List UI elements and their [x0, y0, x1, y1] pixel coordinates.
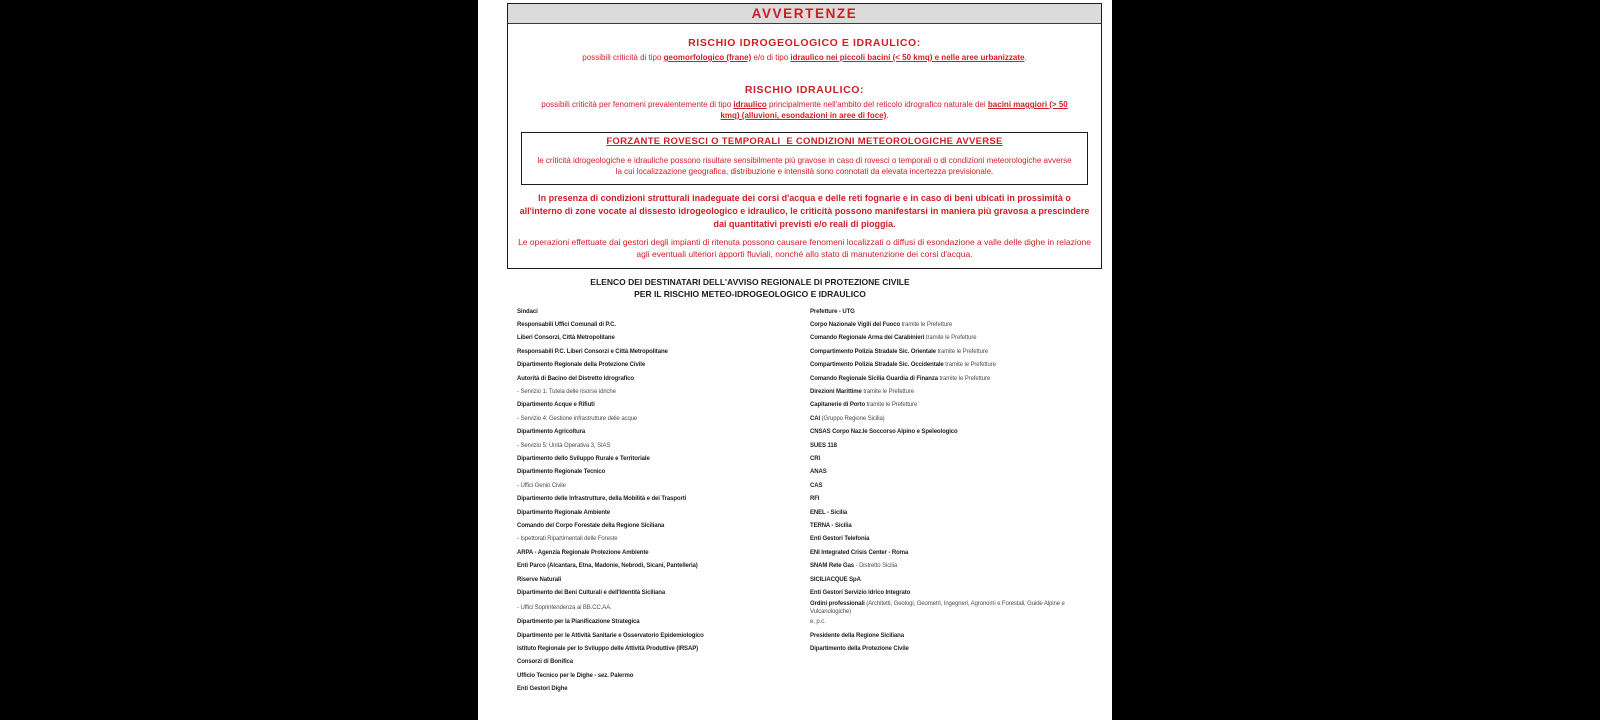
recipient-cell-right	[810, 372, 1102, 385]
recipient-row-3	[517, 332, 1102, 345]
hydraulic-risk-heading: RISCHIO IDRAULICO:	[744, 84, 865, 96]
recipient-cell-right	[810, 629, 1102, 642]
recipient-name: RFI	[810, 496, 820, 503]
recipient-note: - Servizio 5: Unità Operativa 3, SIAS	[517, 442, 611, 449]
recipient-name: Dipartimento Regionale Ambiente	[517, 509, 611, 516]
recipient-cell-left	[517, 616, 810, 629]
recipient-note: (Gruppo Regione Sicilia)	[820, 415, 885, 422]
recipient-row-27	[517, 656, 1102, 669]
recipient-name: Enti Gestori Telefonia	[810, 536, 870, 543]
recipient-name: Istituto Regionale per lo Sviluppo delle Attività Produttive (IRSAP)	[517, 646, 698, 653]
recipient-name: Responsabili Uffici Comunali di P.C.	[517, 322, 616, 329]
recipient-cell-left	[517, 426, 810, 439]
recipient-name: ARPA - Agenzia Regionale Protezione Ambiente	[517, 549, 649, 556]
recipient-name: SUES 118	[810, 442, 837, 449]
recipient-cell-left	[517, 492, 810, 505]
recipient-name: Autorità di Bacino del Distretto Idrografico	[517, 375, 634, 382]
recipient-row-11	[517, 439, 1102, 452]
recipient-cell-right	[810, 669, 1102, 682]
recipient-row-1	[517, 305, 1102, 318]
recipient-cell-left	[517, 573, 810, 586]
recipients-table-body	[517, 305, 1102, 696]
recipient-note: - Ispettorati Ripartimentali delle Foreste	[517, 536, 618, 543]
recipient-note: tramite le Prefetture	[861, 389, 914, 396]
recipient-row-13	[517, 466, 1102, 479]
recipient-name: TERNA - Sicilia	[810, 522, 852, 529]
recipient-name: Capitanerie di Porto	[810, 402, 866, 409]
recipient-cell-right	[810, 426, 1102, 439]
recipient-cell-right	[810, 586, 1102, 599]
recipient-note: - Uffici Genio Civile	[517, 482, 566, 489]
recipient-note: - Uffici Soprintendenza ai BB.CC.AA.	[517, 604, 612, 611]
recipient-row-20	[517, 559, 1102, 572]
recipient-name: Prefetture - UTG	[810, 308, 855, 315]
recipient-name: Dipartimento per le Attività Sanitarie e Osservatorio Epidemiologico	[517, 632, 704, 639]
recipient-cell-left	[517, 669, 810, 682]
recipient-cell-right	[810, 642, 1102, 655]
recipient-name: CRI	[810, 455, 821, 462]
recipient-note: (Architetti, Geologi, Geometri, Ingegneri, Agronomi e Forestali, Guide Alpine e Vulcanologiche)	[810, 600, 1065, 615]
recipient-cell-right	[810, 546, 1102, 559]
recipient-row-9	[517, 412, 1102, 425]
recipient-cell-left	[517, 372, 810, 385]
recipient-name: Dipartimento Regionale della Protezione Civile	[517, 362, 646, 369]
recipient-name: Dipartimento Regionale Tecnico	[517, 469, 606, 476]
recipient-cell-left	[517, 439, 810, 452]
recipients-heading-line2: PER IL RISCHIO METEO-IDROGEOLOGICO E IDRAULICO	[634, 288, 866, 299]
recipient-name: Responsabili P.C. Liberi Consorzi e Città Metropolitane	[517, 348, 668, 355]
recipient-note: tramite le Prefetture	[900, 322, 953, 329]
recipient-row-12	[517, 452, 1102, 465]
hydraulic-text-mid: principalmente nell'ambito del reticolo idrografico naturale dei	[766, 100, 988, 109]
recipient-name: Dipartimento delle Infrastrutture, della Mobilità e dei Trasporti	[517, 496, 687, 503]
recipient-row-29	[517, 683, 1102, 696]
recipient-cell-left	[517, 586, 810, 599]
recipient-row-22	[517, 586, 1102, 599]
recipient-name: Sindaci	[517, 308, 538, 315]
warnings-title-bar	[508, 4, 1101, 24]
recipient-row-15	[517, 492, 1102, 505]
recipient-cell-left	[517, 559, 810, 572]
recipient-cell-right	[810, 616, 1102, 629]
hydraulic-risk-paragraph	[532, 99, 1077, 121]
recipient-cell-right	[810, 492, 1102, 505]
recipient-cell-right	[810, 359, 1102, 372]
recipient-row-28	[517, 669, 1102, 682]
recipient-cell-left	[517, 399, 810, 412]
recipient-name: Comando del Corpo Forestale della Regione Siciliana	[517, 522, 665, 529]
recipient-note: e, p.c.	[810, 619, 826, 626]
recipient-row-10	[517, 426, 1102, 439]
dam-operations-paragraph: Le operazioni effettuate dai gestori degli impianti di ritenuta possono causare fenomeni localizzati o diffusi di esondazione a valle delle dighe in relazione agli eventuali ulteriori apporti fluviali, nonché allo stato di manutenzione dei corsi d'acqua.	[518, 237, 1091, 259]
recipient-name: Enti Parco (Alcantara, Etna, Madonie, Nebrodi, Sicani, Pantelleria)	[517, 563, 698, 570]
recipient-name: Compartimento Polizia Stradale Sic. Occidentale	[810, 362, 944, 369]
recipients-heading	[517, 277, 983, 300]
recipient-cell-right	[810, 412, 1102, 425]
forcing-conditions-body: le criticità idrogeologiche e idrauliche possono risultare sensibilmente più gravose in caso di rovesci o temporali o di condizioni meteorologiche avverse la cui localizzazione geografica, distribuzione e intensità sono connotati da elevata incertezza previsionale.	[537, 156, 1072, 176]
hydrogeo-risk-heading: RISCHIO IDROGEOLOGICO E IDRAULICO:	[688, 37, 921, 49]
recipient-row-6	[517, 372, 1102, 385]
recipient-name: CNSAS Corpo Naz.le Soccorso Alpino e Speleologico	[810, 429, 958, 436]
recipient-note: tramite le Prefetture	[937, 375, 991, 382]
recipient-row-19	[517, 546, 1102, 559]
recipient-name: SNAM Rete Gas	[810, 563, 855, 570]
recipient-name: Liberi Consorzi, Città Metropolitane	[517, 335, 615, 342]
recipient-name: Presidente della Regione Siciliana	[810, 632, 904, 639]
recipient-cell-left	[517, 452, 810, 465]
recipient-cell-right	[810, 452, 1102, 465]
recipient-name: Ordini professionali	[810, 600, 865, 607]
recipient-cell-right	[810, 559, 1102, 572]
recipient-cell-left	[517, 629, 810, 642]
forcing-conditions-title: FORZANTE ROVESCI O TEMPORALI E CONDIZIONI METEOROLOGICHE AVVERSE	[606, 136, 1003, 147]
recipient-name: ANAS	[810, 469, 827, 476]
recipient-cell-left	[517, 318, 810, 331]
recipient-cell-left	[517, 683, 810, 696]
recipient-name: Direzioni Marittime	[810, 389, 862, 396]
recipient-cell-right	[810, 683, 1102, 696]
hydrogeo-underline-2: idraulico nei piccoli bacini (< 50 kmq) e nelle aree urbanizzate	[790, 53, 1025, 62]
recipient-name: Corpo Nazionale Vigili del Fuoco	[810, 322, 901, 329]
recipient-name: Compartimento Polizia Stradale Sic. Orientale	[810, 348, 936, 355]
recipient-cell-right	[810, 439, 1102, 452]
recipient-cell-left	[517, 479, 810, 492]
recipient-name: Ufficio Tecnico per le Dighe - sez. Palermo	[517, 672, 634, 679]
recipient-name: Dipartimento dello Sviluppo Rurale e Territoriale	[517, 455, 650, 462]
warnings-box	[507, 3, 1102, 269]
recipient-row-4	[517, 345, 1102, 358]
recipient-cell-right	[810, 656, 1102, 669]
recipient-name: Dipartimento Acque e Rifiuti	[517, 402, 595, 409]
recipient-cell-left	[517, 600, 810, 616]
recipient-cell-right	[810, 385, 1102, 398]
recipient-row-25	[517, 629, 1102, 642]
recipient-row-21	[517, 573, 1102, 586]
recipient-name: Dipartimento per la Pianificazione Strategica	[517, 619, 640, 626]
warnings-title: AVVERTENZE	[751, 6, 858, 21]
recipient-row-8	[517, 399, 1102, 412]
recipient-name: Enti Gestori Dighe	[517, 686, 568, 693]
recipient-cell-left	[517, 305, 810, 318]
recipient-cell-right	[810, 506, 1102, 519]
recipient-cell-right	[810, 573, 1102, 586]
recipient-note: - Servizio 4: Gestione infrastrutture delle acque	[517, 415, 638, 422]
recipient-cell-left	[517, 642, 810, 655]
recipient-name: ENEL - Sicilia	[810, 509, 848, 516]
hydrogeo-underline-1: geomorfologico (frane)	[663, 53, 752, 62]
recipient-row-24	[517, 616, 1102, 629]
recipient-cell-right	[810, 466, 1102, 479]
recipient-row-7	[517, 385, 1102, 398]
hydraulic-text-pre: possibili criticità per fenomeni prevalentemente di tipo	[541, 100, 734, 109]
hydrogeo-text-mid: e/o di tipo	[751, 53, 791, 62]
recipient-cell-left	[517, 506, 810, 519]
recipient-name: Enti Gestori Servizio Idrico Integrato	[810, 589, 911, 596]
recipient-cell-left	[517, 466, 810, 479]
recipient-note: - Servizio 1: Tutela delle risorse idriche	[517, 389, 616, 396]
recipient-row-14	[517, 479, 1102, 492]
recipient-cell-right	[810, 600, 1102, 616]
recipient-cell-left	[517, 519, 810, 532]
document-page	[478, 0, 1112, 720]
recipient-name: CAS	[810, 482, 823, 489]
recipient-cell-left	[517, 332, 810, 345]
recipient-cell-left	[517, 546, 810, 559]
hydraulic-underline-1: idraulico	[733, 100, 767, 109]
recipient-row-2	[517, 318, 1102, 331]
recipient-cell-right	[810, 305, 1102, 318]
recipient-note: tramite le Prefetture	[924, 335, 977, 342]
recipient-name: Dipartimento Agricoltura	[517, 429, 586, 436]
recipient-cell-left	[517, 359, 810, 372]
recipient-cell-left	[517, 385, 810, 398]
recipient-cell-left	[517, 412, 810, 425]
recipient-cell-right	[810, 519, 1102, 532]
recipient-note: - Distretto Sicilia	[854, 563, 898, 570]
recipients-table	[517, 305, 1102, 696]
recipient-name: Consorzi di Bonifica	[517, 659, 574, 666]
hydrogeo-risk-paragraph	[532, 52, 1077, 63]
recipient-cell-right	[810, 533, 1102, 546]
hydrogeo-text-post: .	[1024, 53, 1027, 62]
recipient-name: ENI Integrated Crisis Center - Roma	[810, 549, 909, 556]
recipient-note: tramite le Prefetture	[943, 362, 996, 369]
recipient-row-26	[517, 642, 1102, 655]
recipient-cell-left	[517, 656, 810, 669]
recipients-heading-line1: ELENCO DEI DESTINATARI DELL'AVVISO REGIONALE DI PROTEZIONE CIVILE	[590, 277, 910, 287]
recipient-row-23	[517, 600, 1102, 616]
recipient-name: Dipartimento della Protezione Civile	[810, 646, 909, 653]
recipient-cell-left	[517, 533, 810, 546]
structural-conditions-paragraph: In presenza di condizioni strutturali inadeguate dei corsi d'acqua e delle reti fognarie e in caso di beni ubicati in prossimità o all'interno di zone vocate al dissesto idrogeologico e idraulico, le criticità possono manifestarsi in maniera più gravosa a prescindere dai quantitativi previsti e/o reali di pioggia.	[519, 193, 1090, 229]
hydrogeo-text-pre: possibili criticità di tipo	[582, 53, 664, 62]
recipient-name: Riserve Naturali	[517, 576, 562, 583]
recipient-cell-right	[810, 332, 1102, 345]
recipient-name: Comando Regionale Sicilia Guardia di Finanza	[810, 375, 938, 382]
recipient-name: CAI	[810, 415, 821, 422]
recipient-note: tramite le Prefetture	[935, 348, 989, 355]
recipient-row-17	[517, 519, 1102, 532]
recipient-cell-right	[810, 399, 1102, 412]
recipient-name: SICILIACQUE SpA	[810, 576, 861, 583]
recipient-cell-left	[517, 345, 810, 358]
recipient-name: Dipartimento dei Beni Culturali e dell'Identità Siciliana	[517, 589, 666, 596]
recipient-name: Comando Regionale Arma dei Carabinieri	[810, 335, 925, 342]
hydraulic-text-post: .	[886, 111, 889, 120]
recipient-cell-right	[810, 345, 1102, 358]
recipient-row-16	[517, 506, 1102, 519]
recipient-row-5	[517, 359, 1102, 372]
recipient-cell-right	[810, 479, 1102, 492]
hydraulic-underline-2: bacini maggiori (> 50 kmq) (alluvioni, esondazioni in aree di foce)	[720, 100, 1068, 120]
recipient-row-18	[517, 533, 1102, 546]
forcing-conditions-box	[521, 132, 1088, 185]
recipient-cell-right	[810, 318, 1102, 331]
recipient-note: tramite le Prefetture	[865, 402, 918, 409]
